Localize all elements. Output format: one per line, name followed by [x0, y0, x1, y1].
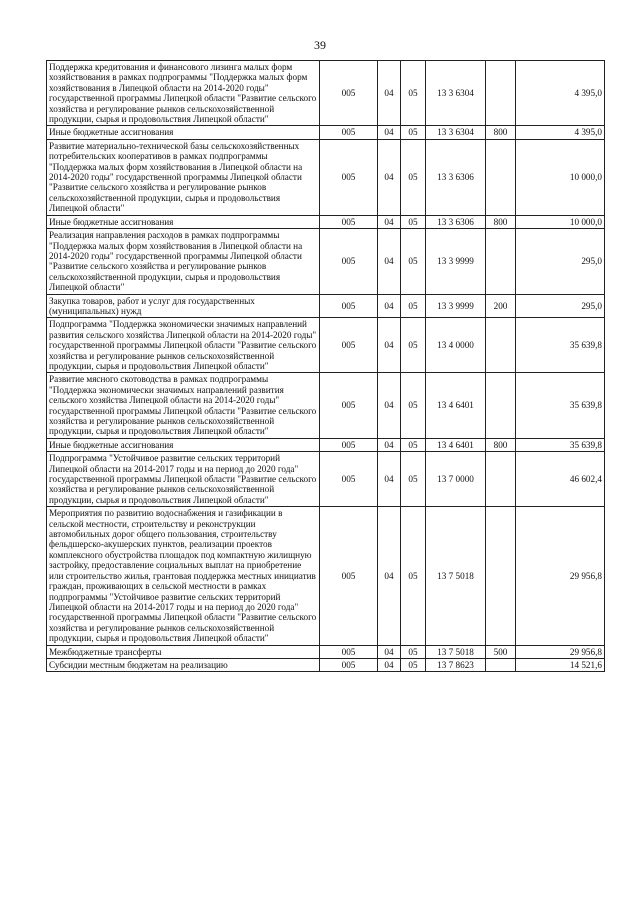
target-article-code: 13 7 5018 [426, 645, 486, 658]
table-row [47, 139, 605, 215]
table-row [47, 215, 605, 228]
expense-type-code [486, 507, 516, 645]
section-code: 04 [378, 318, 401, 373]
amount: 29 956,8 [516, 645, 605, 658]
ministry-code: 005 [320, 452, 378, 507]
target-article-code: 13 3 9999 [426, 294, 486, 318]
ministry-code: 005 [320, 318, 378, 373]
target-article-code: 13 3 6304 [426, 126, 486, 139]
subsection-code: 05 [401, 139, 426, 215]
amount: 35 639,8 [516, 318, 605, 373]
row-name: Подпрограмма "Поддержка экономически значимых направлений развития сельского хозяйства Липецкой области на 2014-2020 годы" государственной программы Липецкой области "Развитие сельского хозяйства и регулирование рынков сельскохозяйственной продукции, сырья и продовольствия Липецкой области" [47, 318, 320, 373]
section-code: 04 [378, 507, 401, 645]
ministry-code: 005 [320, 658, 378, 671]
ministry-code: 005 [320, 126, 378, 139]
target-article-code: 13 4 0000 [426, 318, 486, 373]
table-row [47, 452, 605, 507]
target-article-code: 13 4 6401 [426, 438, 486, 451]
subsection-code: 05 [401, 126, 426, 139]
expense-type-code [486, 229, 516, 294]
section-code: 04 [378, 452, 401, 507]
amount: 4 395,0 [516, 126, 605, 139]
table-row [47, 658, 605, 671]
subsection-code: 05 [401, 507, 426, 645]
expense-type-code [486, 318, 516, 373]
subsection-code: 05 [401, 294, 426, 318]
subsection-code: 05 [401, 373, 426, 438]
amount: 46 602,4 [516, 452, 605, 507]
amount: 29 956,8 [516, 507, 605, 645]
budget-table [46, 60, 605, 672]
target-article-code: 13 3 6306 [426, 139, 486, 215]
expense-type-code [486, 139, 516, 215]
ministry-code: 005 [320, 294, 378, 318]
section-code: 04 [378, 373, 401, 438]
amount: 295,0 [516, 229, 605, 294]
row-name: Мероприятия по развитию водоснабжения и газификации в сельской местности, строительству и реконструкции автомобильных дорог общего пользования, строительству фельдшерско-акушерских пунктов, реализации проектов комплексного обустройства площадок под компактную жилищную застройку, предоставление социальных выплат на приобретение или строительство жилья, грантовая поддержка местных инициатив граждан, проживающих в сельской местности в рамках подпрограммы "Устойчивое развитие сельских территорий Липецкой области на 2014-2017 годы и на период до 2020 года" государственной программы Липецкой области "Развитие сельского хозяйства и регулирование рынков сельскохозяйственной продукции, сырья и продовольствия Липецкой области" [47, 507, 320, 645]
table-row [47, 438, 605, 451]
amount: 35 639,8 [516, 438, 605, 451]
section-code: 04 [378, 139, 401, 215]
section-code: 04 [378, 229, 401, 294]
row-name: Иные бюджетные ассигнования [47, 438, 320, 451]
amount: 295,0 [516, 294, 605, 318]
section-code: 04 [378, 61, 401, 126]
table-row [47, 61, 605, 126]
row-name: Развитие мясного скотоводства в рамках подпрограммы "Поддержка экономически значимых направлений развития сельского хозяйства Липецкой области на 2014-2020 годы" государственной программы Липецкой области "Развитие сельского хозяйства и регулирование рынков сельскохозяйственной продукции, сырья и продовольствия Липецкой области" [47, 373, 320, 438]
expense-type-code [486, 373, 516, 438]
expense-type-code: 800 [486, 215, 516, 228]
ministry-code: 005 [320, 645, 378, 658]
expense-type-code [486, 61, 516, 126]
ministry-code: 005 [320, 373, 378, 438]
table-row [47, 318, 605, 373]
table-row [47, 645, 605, 658]
row-name: Развитие материально-технической базы сельскохозяйственных потребительских кооперативов в рамках подпрограммы "Поддержка малых форм хозяйствования в Липецкой области на 2014-2020 годы" государственной программы Липецкой области "Развитие сельского хозяйства и регулирование рынков сельскохозяйственной продукции, сырья и продовольствия Липецкой области" [47, 139, 320, 215]
row-name: Поддержка кредитования и финансового лизинга малых форм хозяйствования в рамках подпрограммы "Поддержка малых форм хозяйствования в Липецкой области на 2014-2020 годы" государственной программы Липецкой области "Развитие сельского хозяйства и регулирование рынков сельскохозяйственной продукции, сырья и продовольствия Липецкой области" [47, 61, 320, 126]
subsection-code: 05 [401, 438, 426, 451]
row-name: Субсидии местным бюджетам на реализацию [47, 658, 320, 671]
target-article-code: 13 7 0000 [426, 452, 486, 507]
expense-type-code [486, 452, 516, 507]
subsection-code: 05 [401, 215, 426, 228]
expense-type-code [486, 658, 516, 671]
subsection-code: 05 [401, 658, 426, 671]
target-article-code: 13 3 9999 [426, 229, 486, 294]
row-name: Подпрограмма "Устойчивое развитие сельских территорий Липецкой области на 2014-2017 годы и на период до 2020 года" государственной программы Липецкой области "Развитие сельского хозяйства и регулирование рынков сельскохозяйственной продукции, сырья и продовольствия Липецкой области" [47, 452, 320, 507]
section-code: 04 [378, 215, 401, 228]
section-code: 04 [378, 438, 401, 451]
table-row [47, 373, 605, 438]
table-row [47, 229, 605, 294]
expense-type-code: 800 [486, 438, 516, 451]
target-article-code: 13 3 6306 [426, 215, 486, 228]
subsection-code: 05 [401, 645, 426, 658]
target-article-code: 13 3 6304 [426, 61, 486, 126]
ministry-code: 005 [320, 139, 378, 215]
subsection-code: 05 [401, 61, 426, 126]
subsection-code: 05 [401, 318, 426, 373]
expense-type-code: 800 [486, 126, 516, 139]
page-number: 39 [314, 38, 326, 52]
target-article-code: 13 4 6401 [426, 373, 486, 438]
row-name: Иные бюджетные ассигнования [47, 215, 320, 228]
section-code: 04 [378, 645, 401, 658]
row-name: Реализация направления расходов в рамках подпрограммы "Поддержка малых форм хозяйствования в Липецкой области на 2014-2020 годы" государственной программы Липецкой области "Развитие сельского хозяйства и регулирование рынков сельскохозяйственной продукции, сырья и продовольствия Липецкой области" [47, 229, 320, 294]
amount: 35 639,8 [516, 373, 605, 438]
section-code: 04 [378, 294, 401, 318]
amount: 4 395,0 [516, 61, 605, 126]
section-code: 04 [378, 126, 401, 139]
ministry-code: 005 [320, 438, 378, 451]
table-row [47, 507, 605, 645]
section-code: 04 [378, 658, 401, 671]
amount: 10 000,0 [516, 215, 605, 228]
target-article-code: 13 7 8623 [426, 658, 486, 671]
target-article-code: 13 7 5018 [426, 507, 486, 645]
expense-type-code: 500 [486, 645, 516, 658]
table-row [47, 294, 605, 318]
expense-type-code: 200 [486, 294, 516, 318]
amount: 14 521,6 [516, 658, 605, 671]
row-name: Иные бюджетные ассигнования [47, 126, 320, 139]
amount: 10 000,0 [516, 139, 605, 215]
ministry-code: 005 [320, 507, 378, 645]
row-name: Закупка товаров, работ и услуг для государственных (муниципальных) нужд [47, 294, 320, 318]
row-name: Межбюджетные трансферты [47, 645, 320, 658]
subsection-code: 05 [401, 229, 426, 294]
ministry-code: 005 [320, 229, 378, 294]
table-row [47, 126, 605, 139]
subsection-code: 05 [401, 452, 426, 507]
ministry-code: 005 [320, 215, 378, 228]
ministry-code: 005 [320, 61, 378, 126]
